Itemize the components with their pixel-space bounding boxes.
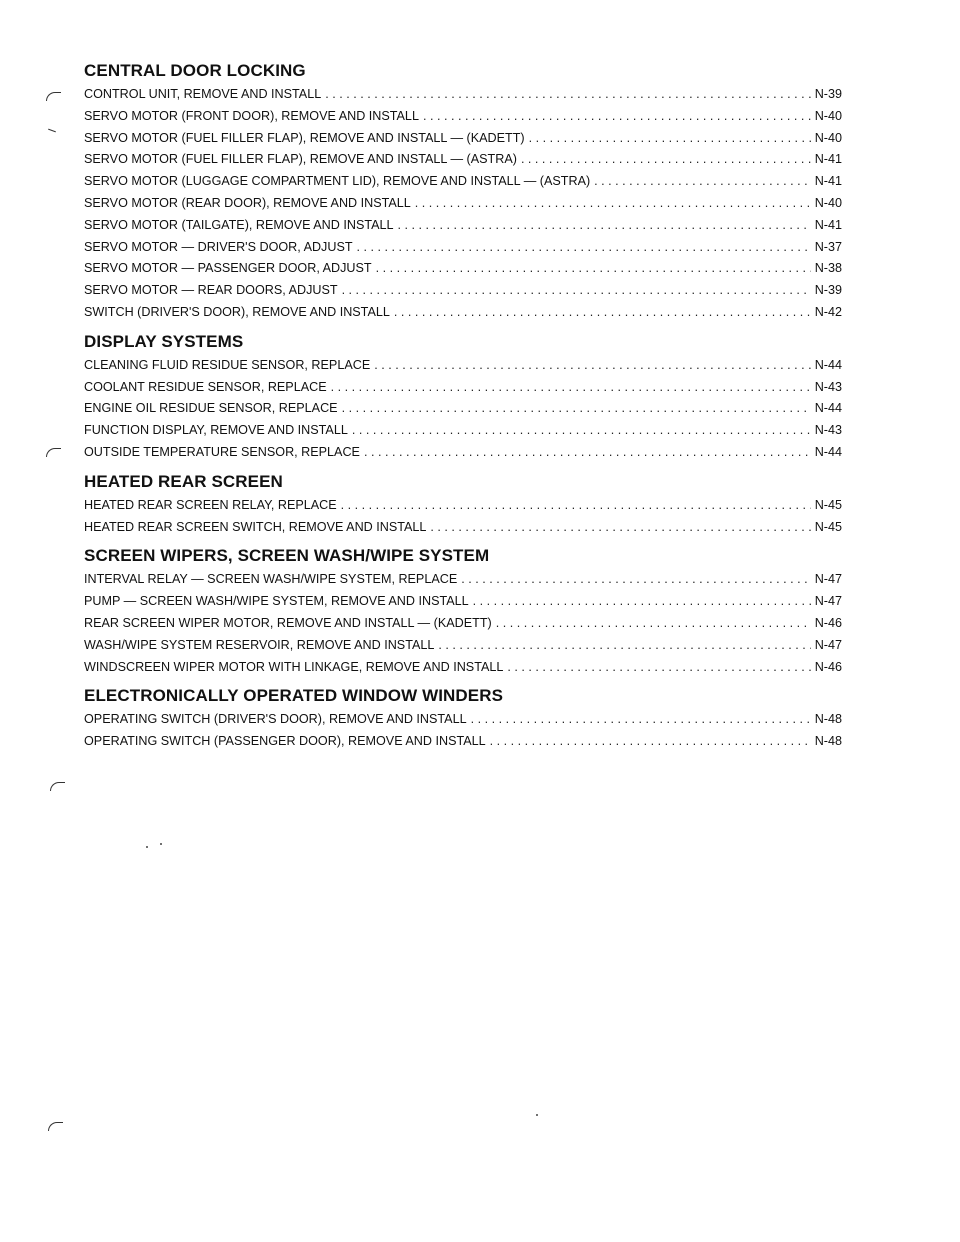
page-reference: N-37 bbox=[814, 239, 842, 254]
page-reference: N-46 bbox=[814, 659, 842, 674]
toc-entry bbox=[84, 280, 842, 302]
page-reference: N-43 bbox=[814, 423, 842, 438]
page-reference: N-40 bbox=[814, 130, 842, 145]
page-reference: N-40 bbox=[814, 195, 842, 210]
toc-entry bbox=[84, 442, 842, 464]
entry-title: SERVO MOTOR (FUEL FILLER FLAP), REMOVE AND INSTALL — (KADETT) bbox=[84, 130, 525, 145]
dot-leader bbox=[342, 398, 811, 420]
dot-leader bbox=[430, 517, 810, 539]
entry-title: OPERATING SWITCH (PASSENGER DOOR), REMOVE AND INSTALL bbox=[84, 734, 486, 749]
dot-leader bbox=[438, 635, 810, 657]
page-reference: N-47 bbox=[814, 594, 842, 609]
page-reference: N-44 bbox=[814, 357, 842, 372]
section-entries bbox=[84, 709, 842, 753]
toc-section-2 bbox=[84, 331, 842, 464]
page-reference: N-44 bbox=[814, 444, 842, 459]
section-title: HEATED REAR SCREEN bbox=[84, 471, 283, 491]
toc-entry bbox=[84, 171, 842, 193]
toc-entry bbox=[84, 237, 842, 259]
dot-leader bbox=[352, 420, 811, 442]
scan-mark-4 bbox=[50, 782, 65, 791]
entry-title: HEATED REAR SCREEN SWITCH, REMOVE AND INSTALL bbox=[84, 519, 427, 534]
entry-title: SERVO MOTOR — DRIVER'S DOOR, ADJUST bbox=[84, 239, 353, 254]
page-reference: N-44 bbox=[814, 401, 842, 416]
section-entries bbox=[84, 495, 842, 539]
dot-leader bbox=[342, 280, 811, 302]
entry-title: SWITCH (DRIVER'S DOOR), REMOVE AND INSTALL bbox=[84, 304, 390, 319]
entry-title: CONTROL UNIT, REMOVE AND INSTALL bbox=[84, 87, 322, 101]
dot-leader bbox=[364, 442, 811, 464]
section-title: CENTRAL DOOR LOCKING bbox=[84, 61, 306, 80]
toc-entry bbox=[84, 215, 842, 237]
toc-entry bbox=[84, 258, 842, 280]
entry-title: WASH/WIPE SYSTEM RESERVOIR, REMOVE AND INSTALL bbox=[84, 637, 435, 652]
entry-title: OPERATING SWITCH (DRIVER'S DOOR), REMOVE AND INSTALL bbox=[84, 712, 467, 727]
dot-leader bbox=[374, 355, 810, 377]
page-reference: N-39 bbox=[814, 283, 842, 298]
scan-mark-2 bbox=[48, 129, 56, 133]
page-reference: N-48 bbox=[814, 712, 842, 727]
entry-title: SERVO MOTOR — REAR DOORS, ADJUST bbox=[84, 283, 338, 298]
scan-mark-1 bbox=[46, 92, 61, 101]
dot-leader bbox=[331, 377, 811, 399]
entry-title: SERVO MOTOR (FRONT DOOR), REMOVE AND INSTALL bbox=[84, 108, 419, 123]
table-of-contents bbox=[84, 60, 842, 753]
toc-entry bbox=[84, 149, 842, 171]
dot-leader bbox=[461, 569, 810, 591]
entry-title: FUNCTION DISPLAY, REMOVE AND INSTALL bbox=[84, 423, 348, 438]
toc-section-1 bbox=[84, 60, 842, 324]
dot-leader bbox=[325, 84, 810, 106]
page-reference: N-40 bbox=[814, 108, 842, 123]
section-title: DISPLAY SYSTEMS bbox=[84, 331, 244, 351]
toc-entry bbox=[84, 377, 842, 399]
toc-section-3 bbox=[84, 471, 842, 539]
dot-leader bbox=[394, 302, 811, 324]
entry-title: COOLANT RESIDUE SENSOR, REPLACE bbox=[84, 379, 327, 394]
toc-entry bbox=[84, 635, 842, 657]
toc-entry bbox=[84, 420, 842, 442]
page-reference: N-42 bbox=[814, 304, 842, 319]
entry-title: SERVO MOTOR (FUEL FILLER FLAP), REMOVE AND INSTALL — (ASTRA) bbox=[84, 152, 517, 167]
section-entries bbox=[84, 84, 842, 324]
dot-leader bbox=[398, 215, 811, 237]
toc-entry bbox=[84, 495, 842, 517]
toc-entry bbox=[84, 709, 842, 731]
dot-leader bbox=[415, 193, 811, 215]
dot-leader bbox=[521, 149, 811, 171]
dot-leader bbox=[376, 258, 811, 280]
toc-entry bbox=[84, 106, 842, 128]
dot-leader bbox=[473, 591, 811, 613]
toc-entry bbox=[84, 398, 842, 420]
page-reference: N-45 bbox=[814, 519, 842, 534]
toc-entry bbox=[84, 731, 842, 753]
entry-title: INTERVAL RELAY — SCREEN WASH/WIPE SYSTEM, REPLACE bbox=[84, 572, 458, 587]
page-reference: N-39 bbox=[814, 87, 842, 101]
toc-entry bbox=[84, 302, 842, 324]
page-reference: N-41 bbox=[814, 217, 842, 232]
dot-leader bbox=[490, 731, 811, 753]
entry-title: OUTSIDE TEMPERATURE SENSOR, REPLACE bbox=[84, 444, 360, 459]
dot-leader bbox=[357, 237, 811, 259]
toc-entry bbox=[84, 613, 842, 635]
page-reference: N-38 bbox=[814, 261, 842, 276]
scan-mark-5 bbox=[48, 1122, 63, 1131]
entry-title: SERVO MOTOR (LUGGAGE COMPARTMENT LID), REMOVE AND INSTALL — (ASTRA) bbox=[84, 174, 591, 189]
entry-title: REAR SCREEN WIPER MOTOR, REMOVE AND INSTALL — (KADETT) bbox=[84, 615, 492, 630]
entry-title: SERVO MOTOR (TAILGATE), REMOVE AND INSTALL bbox=[84, 217, 394, 232]
dot-leader bbox=[423, 106, 811, 128]
toc-entry bbox=[84, 569, 842, 591]
toc-entry bbox=[84, 591, 842, 613]
dot-leader bbox=[529, 128, 811, 150]
entry-title: CLEANING FLUID RESIDUE SENSOR, REPLACE bbox=[84, 357, 371, 372]
dot-leader bbox=[507, 657, 810, 679]
toc-section-4 bbox=[84, 545, 842, 678]
scan-speck-1 bbox=[146, 846, 148, 848]
dot-leader bbox=[471, 709, 811, 731]
page-reference: N-41 bbox=[814, 152, 842, 167]
entry-title: SERVO MOTOR (REAR DOOR), REMOVE AND INSTALL bbox=[84, 195, 411, 210]
page-reference: N-47 bbox=[814, 572, 842, 587]
page-reference: N-43 bbox=[814, 379, 842, 394]
toc-entry bbox=[84, 193, 842, 215]
toc-entry bbox=[84, 128, 842, 150]
entry-title: HEATED REAR SCREEN RELAY, REPLACE bbox=[84, 497, 337, 512]
page-reference: N-41 bbox=[814, 174, 842, 189]
toc-entry bbox=[84, 657, 842, 679]
page-reference: N-47 bbox=[814, 637, 842, 652]
section-entries bbox=[84, 569, 842, 678]
toc-entry bbox=[84, 355, 842, 377]
dot-leader bbox=[496, 613, 811, 635]
dot-leader bbox=[341, 495, 811, 517]
page-reference: N-48 bbox=[814, 734, 842, 749]
page-reference: N-46 bbox=[814, 615, 842, 630]
entry-title: PUMP — SCREEN WASH/WIPE SYSTEM, REMOVE AND INSTALL bbox=[84, 594, 469, 609]
entry-title: SERVO MOTOR — PASSENGER DOOR, ADJUST bbox=[84, 261, 372, 276]
section-title: SCREEN WIPERS, SCREEN WASH/WIPE SYSTEM bbox=[84, 546, 490, 566]
toc-entry bbox=[84, 517, 842, 539]
section-title: ELECTRONICALLY OPERATED WINDOW WINDERS bbox=[84, 686, 504, 706]
dot-leader bbox=[594, 171, 811, 193]
scan-speck-3 bbox=[536, 1114, 538, 1116]
scan-speck-2 bbox=[160, 843, 162, 845]
toc-entry bbox=[84, 84, 842, 106]
toc-section-5 bbox=[84, 685, 842, 753]
section-entries bbox=[84, 355, 842, 464]
page-reference: N-45 bbox=[814, 497, 842, 512]
entry-title: WINDSCREEN WIPER MOTOR WITH LINKAGE, REMOVE AND INSTALL bbox=[84, 659, 504, 674]
scan-mark-3 bbox=[46, 448, 61, 457]
entry-title: ENGINE OIL RESIDUE SENSOR, REPLACE bbox=[84, 401, 338, 416]
